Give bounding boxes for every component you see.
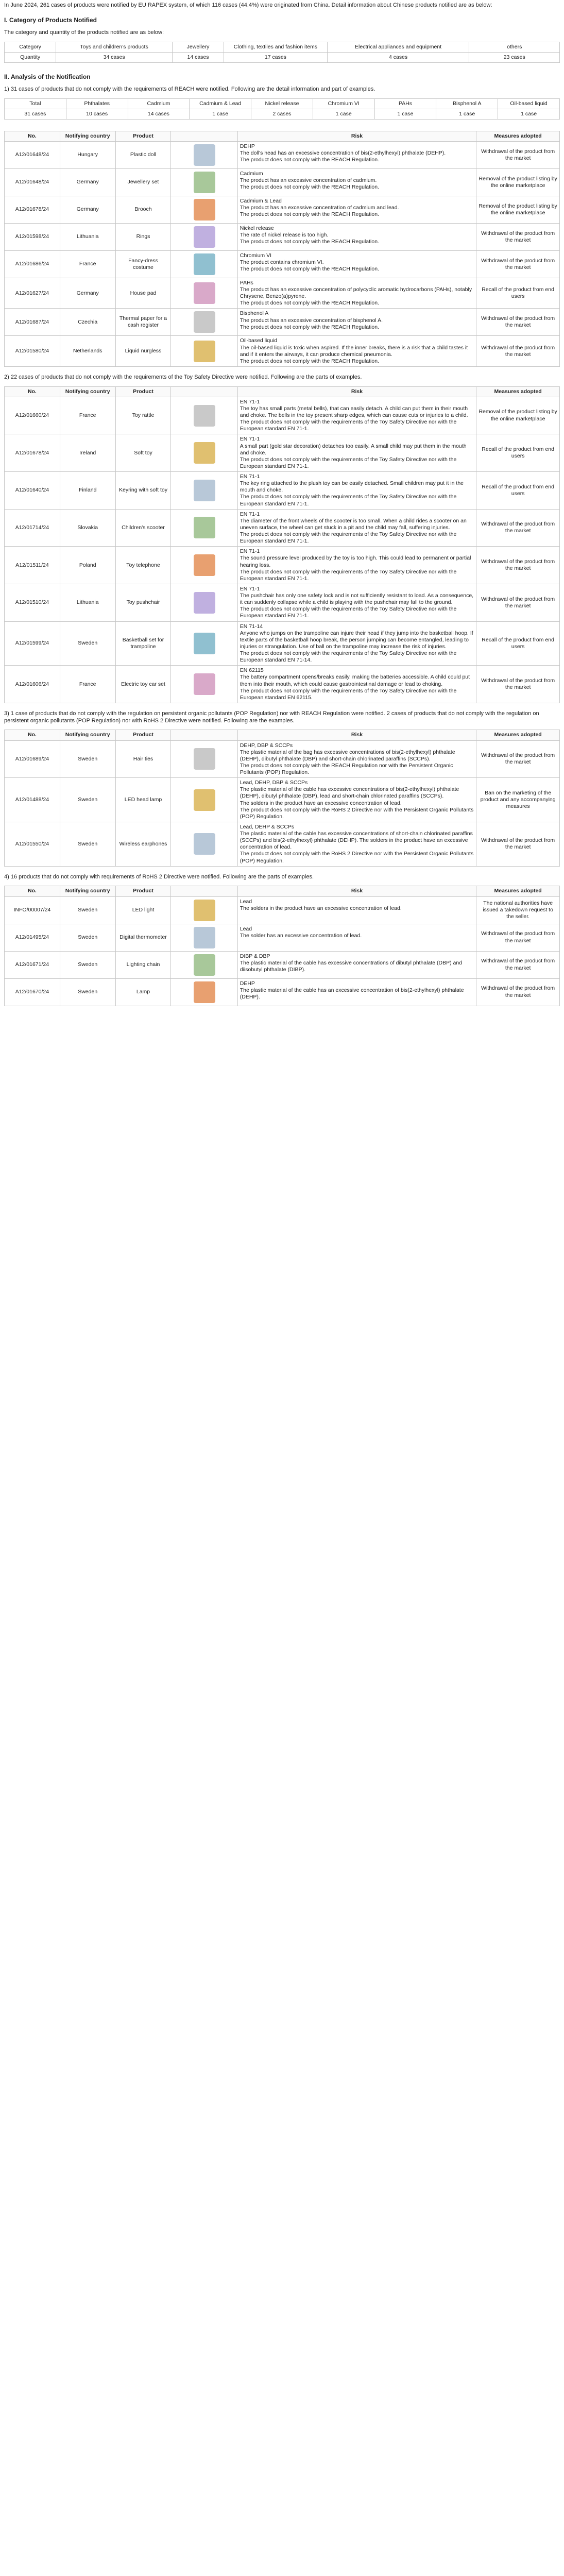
section1-text: The category and quantity of the products notified are as below: <box>4 29 164 36</box>
product-name: Children's scooter <box>115 509 171 547</box>
product-image <box>171 778 237 822</box>
row-label: Quantity <box>5 52 56 62</box>
sum-value: 10 cases <box>66 109 128 119</box>
col-header-no: No. <box>5 730 60 740</box>
measure-adopted: Withdrawal of the product from the market <box>476 336 560 367</box>
table-row <box>5 547 560 584</box>
case-number: A12/01598/24 <box>5 223 60 250</box>
product-photo-icon <box>194 253 215 275</box>
product-name: Keyring with soft toy <box>115 472 171 510</box>
measure-adopted: Withdrawal of the product from the market <box>476 951 560 978</box>
notifying-country: Sweden <box>60 978 115 1006</box>
product-photo-icon <box>194 480 215 501</box>
case-number: A12/01488/24 <box>5 778 60 822</box>
col-header-no: No. <box>5 386 60 397</box>
notifying-country: Sweden <box>60 924 115 951</box>
table-row <box>5 896 560 924</box>
case-number: A12/01670/24 <box>5 978 60 1006</box>
product-photo-icon <box>194 442 215 464</box>
product-photo-icon <box>194 981 215 1003</box>
col-header-image <box>171 386 237 397</box>
notifying-country: Netherlands <box>60 336 115 367</box>
report <box>0 0 564 1006</box>
product-photo-icon <box>194 900 215 921</box>
product-photo-icon <box>194 172 215 193</box>
sum-value: 1 case <box>498 109 560 119</box>
risk-description: EN 71-1 A small part (gold star decoration) detaches too easily. A small child may put them in the mouth and choke. The product does not comply with the requirements of the Toy Safety Directive nor with the European standard EN 71-1. <box>237 434 476 472</box>
case-number: A12/01495/24 <box>5 924 60 951</box>
product-name: Plastic doll <box>115 141 171 168</box>
product-photo-icon <box>194 789 215 811</box>
col-header-risk: Risk <box>237 886 476 896</box>
product-image <box>171 740 237 778</box>
product-name: Liquid nurgless <box>115 336 171 367</box>
product-photo-icon <box>194 954 215 976</box>
pop-cases-table <box>4 730 560 866</box>
product-name: LED head lamp <box>115 778 171 822</box>
case-number: A12/01648/24 <box>5 141 60 168</box>
table-row <box>5 434 560 472</box>
product-image <box>171 250 237 278</box>
col-header-measure: Measures adopted <box>476 131 560 141</box>
col-header-no: No. <box>5 131 60 141</box>
section2-text2: 2) 22 cases of products that do not comply with the requirements of the Toy Safety Directive were notified. Following are the parts of examples. <box>4 374 362 380</box>
notifying-country: Slovakia <box>60 509 115 547</box>
sum-header: Bisphenol A <box>436 98 498 109</box>
product-photo-icon <box>194 927 215 948</box>
risk-description: DEHP The plastic material of the cable has an excessive concentration of bis(2-ethylhexyl) phthalate (DEHP). <box>237 978 476 1006</box>
measure-adopted: Withdrawal of the product from the market <box>476 141 560 168</box>
table-row <box>5 666 560 703</box>
notifying-country: Lithuania <box>60 584 115 621</box>
product-image <box>171 509 237 547</box>
measure-adopted: Withdrawal of the product from the market <box>476 223 560 250</box>
product-image <box>171 141 237 168</box>
product-name: Digital thermometer <box>115 924 171 951</box>
cat-value: 4 cases <box>327 52 469 62</box>
product-name: Thermal paper for a cash register <box>115 309 171 336</box>
cat-header: Clothing, textiles and fashion items <box>224 42 328 52</box>
table-row <box>5 223 560 250</box>
measure-adopted: Withdrawal of the product from the market <box>476 309 560 336</box>
case-number: A12/01627/24 <box>5 278 60 309</box>
col-header-product: Product <box>115 730 171 740</box>
risk-description: Lead, DEHP, DBP & SCCPs The plastic material of the cable has excessive concentrations of bis(2-ethylhexyl) phthalate (DEHP), dibutyl phthalate (DBP), lead and short-chain chlorinated paraffins (SCCPs). The solders in the product have an excessive concentration of lead. The product does not comply with the RoHS 2 Directive nor with the Persistent Organic Pollutants (POP) Regulation. <box>237 778 476 822</box>
product-photo-icon <box>194 199 215 221</box>
cat-header: Category <box>5 42 56 52</box>
col-header-measure: Measures adopted <box>476 730 560 740</box>
notifying-country: France <box>60 666 115 703</box>
product-name: Jewellery set <box>115 168 171 196</box>
sum-value: 1 case <box>190 109 251 119</box>
product-name: Brooch <box>115 196 171 223</box>
table-row <box>5 250 560 278</box>
notifying-country: Germany <box>60 196 115 223</box>
reach-cases-table <box>4 131 560 367</box>
risk-description: PAHs The product has an excessive concentration of polycyclic aromatic hydrocarbons (PAHs), notably Chrysene, Benzo(a)pyrene. The product does not comply with the REACH Regulation. <box>237 278 476 309</box>
measure-adopted: Removal of the product listing by the online marketplace <box>476 168 560 196</box>
product-name: Lighting chain <box>115 951 171 978</box>
measure-adopted: The national authorities have issued a takedown request to the seller. <box>476 896 560 924</box>
sum-header: Nickel release <box>251 98 313 109</box>
cat-header: Toys and children’s products <box>56 42 173 52</box>
notifying-country: Germany <box>60 278 115 309</box>
product-name: Electric toy car set <box>115 666 171 703</box>
product-photo-icon <box>194 144 215 166</box>
col-header-image <box>171 886 237 896</box>
sum-header: PAHs <box>374 98 436 109</box>
risk-description: Oil-based liquid The oil-based liquid is toxic when aspired. If the inner breaks, there is a risk that a child tastes it and if it enters the airways, it can produce chemical pneumonia. The product does not comply with the REACH Regulation. <box>237 336 476 367</box>
measure-adopted: Ban on the marketing of the product and any accompanying measures <box>476 778 560 822</box>
product-photo-icon <box>194 673 215 695</box>
table-row <box>5 584 560 621</box>
risk-description: Lead The solder has an excessive concentration of lead. <box>237 924 476 951</box>
sum-value: 31 cases <box>5 109 66 119</box>
table-row <box>5 924 560 951</box>
sum-value: 14 cases <box>128 109 190 119</box>
product-image <box>171 978 237 1006</box>
product-name: Soft toy <box>115 434 171 472</box>
case-number: A12/01671/24 <box>5 951 60 978</box>
notifying-country: Sweden <box>60 896 115 924</box>
cat-header: Jewellery <box>172 42 224 52</box>
risk-description: DIBP & DBP The plastic material of the cable has excessive concentrations of dibutyl phthalate (DBP) and diisobutyl phthalate (DIBP). <box>237 951 476 978</box>
sum-header: Cadmium & Lead <box>190 98 251 109</box>
notifying-country: Poland <box>60 547 115 584</box>
notifying-country: France <box>60 397 115 434</box>
product-image <box>171 924 237 951</box>
table-row <box>5 472 560 510</box>
risk-description: Lead The solders in the product have an excessive concentration of lead. <box>237 896 476 924</box>
table-row <box>5 951 560 978</box>
col-header-risk: Risk <box>237 730 476 740</box>
col-header-product: Product <box>115 131 171 141</box>
col-header-country: Notifying country <box>60 386 115 397</box>
notifying-country: Czechia <box>60 309 115 336</box>
risk-description: Bisphenol A The product has an excessive concentration of bisphenol A. The product does not comply with the REACH Regulation. <box>237 309 476 336</box>
cat-value: 17 cases <box>224 52 328 62</box>
product-photo-icon <box>194 592 215 614</box>
risk-description: Nickel release The rate of nickel release is too high. The product does not comply with the REACH Regulation. <box>237 223 476 250</box>
sum-value: 1 case <box>374 109 436 119</box>
product-image <box>171 278 237 309</box>
product-image <box>171 309 237 336</box>
product-image <box>171 584 237 621</box>
product-name: Rings <box>115 223 171 250</box>
table-row <box>5 509 560 547</box>
product-image <box>171 196 237 223</box>
col-header-country: Notifying country <box>60 886 115 896</box>
risk-description: Cadmium & Lead The product has an excessive concentration of cadmium and lead. The product does not comply with the REACH Regulation. <box>237 196 476 223</box>
product-image <box>171 223 237 250</box>
product-image <box>171 822 237 866</box>
notifying-country: Sweden <box>60 621 115 666</box>
section1-title: I. Category of Products Notified <box>4 16 97 24</box>
table-row <box>5 778 560 822</box>
rohs-cases-table <box>4 886 560 1006</box>
sum-header: Oil-based liquid <box>498 98 560 109</box>
product-name: Toy pushchair <box>115 584 171 621</box>
product-name: Wireless earphones <box>115 822 171 866</box>
case-number: A12/01689/24 <box>5 740 60 778</box>
case-number: A12/01580/24 <box>5 336 60 367</box>
risk-description: DEHP, DBP & SCCPs The plastic material of the bag has excessive concentrations of bis(2-ethylhexyl) phthalate (DEHP), dibutyl phthalate (DBP) and short-chain chlorinated paraffins (SCCPs). The product does not comply with the REACH Regulation nor with the Persistent Organic Pollutants (POP) Regulation. <box>237 740 476 778</box>
intro-text: In June 2024, 261 cases of products were notified by EU RAPEX system, of which 116 cases (44.4%) were originated from China. Detail information about Chinese products notified are as below: <box>4 2 492 8</box>
risk-description: EN 71-1 The pushchair has only one safety lock and is not sufficiently resistant to load. As a consequence, it can suddenly collapse while a child is playing with the pushchair may fall to the ground. The product does not comply with the requirements of the Toy Safety Directive nor with the European standard EN 71-1. <box>237 584 476 621</box>
notifying-country: Sweden <box>60 822 115 866</box>
case-number: A12/01660/24 <box>5 397 60 434</box>
product-image <box>171 547 237 584</box>
product-name: Toy rattle <box>115 397 171 434</box>
case-number: A12/01550/24 <box>5 822 60 866</box>
product-image <box>171 621 237 666</box>
measure-adopted: Withdrawal of the product from the market <box>476 250 560 278</box>
measure-adopted: Recall of the product from end users <box>476 621 560 666</box>
product-image <box>171 397 237 434</box>
risk-description: EN 71-1 The sound pressure level produced by the toy is too high. This could lead to permanent or partial hearing loss. The product does not comply with the requirements of the Toy Safety Directive nor with the European standard EN 71-1. <box>237 547 476 584</box>
table-row <box>5 740 560 778</box>
col-header-country: Notifying country <box>60 730 115 740</box>
product-photo-icon <box>194 311 215 333</box>
risk-description: Chromium VI The product contains chromium VI. The product does not comply with the REACH Regulation. <box>237 250 476 278</box>
measure-adopted: Withdrawal of the product from the market <box>476 584 560 621</box>
category-table <box>4 42 560 63</box>
measure-adopted: Withdrawal of the product from the market <box>476 509 560 547</box>
measure-adopted: Withdrawal of the product from the market <box>476 547 560 584</box>
case-number: A12/01687/24 <box>5 309 60 336</box>
col-header-no: No. <box>5 886 60 896</box>
sum-header: Total <box>5 98 66 109</box>
product-photo-icon <box>194 226 215 248</box>
product-photo-icon <box>194 833 215 855</box>
risk-description: EN 62115 The battery compartment opens/breaks easily, making the batteries accessible. A child could put them into their mouth, which could cause gastrointestinal damage or lead to choking. The product does not comply with the requirements of the Toy Safety Directive nor with the European standard EN 62115. <box>237 666 476 703</box>
product-image <box>171 168 237 196</box>
table-row <box>5 336 560 367</box>
sum-header: Chromium VI <box>313 98 374 109</box>
case-number: A12/01511/24 <box>5 547 60 584</box>
product-image <box>171 896 237 924</box>
product-photo-icon <box>194 748 215 770</box>
notifying-country: France <box>60 250 115 278</box>
table-row <box>5 309 560 336</box>
measure-adopted: Recall of the product from end users <box>476 278 560 309</box>
product-image <box>171 666 237 703</box>
sum-header: Cadmium <box>128 98 190 109</box>
table-row <box>5 978 560 1006</box>
risk-description: EN 71-1 The toy has small parts (metal bells), that can easily detach. A child can put them in their mouth and choke. The bells in the toy present sharp edges, which can cause cuts or injuries to a child. The product does not comply with the requirements of the Toy Safety Directive nor with the European standard EN 71-1. <box>237 397 476 434</box>
section2-title: II. Analysis of the Notification <box>4 73 91 80</box>
case-number: A12/01678/24 <box>5 196 60 223</box>
measure-adopted: Removal of the product listing by the online marketplace <box>476 196 560 223</box>
notifying-country: Lithuania <box>60 223 115 250</box>
table-row <box>5 141 560 168</box>
risk-description: EN 71-1 The diameter of the front wheels of the scooter is too small. When a child rides a scooter on an uneven surface, the wheel can get stuck in a pit and the child may fall, suffering injuries. The product does not comply with the requirements of the Toy Safety Directive nor with the European standard EN 71-1. <box>237 509 476 547</box>
cat-header: Electrical appliances and equipment <box>327 42 469 52</box>
notifying-country: Sweden <box>60 778 115 822</box>
cat-value: 34 cases <box>56 52 173 62</box>
notifying-country: Finland <box>60 472 115 510</box>
sum-value: 1 case <box>313 109 374 119</box>
section2-text4: 4) 16 products that do not comply with requirements of RoHS 2 Directive were notified. Following are the parts of examples. <box>4 873 314 880</box>
case-number: A12/01510/24 <box>5 584 60 621</box>
measure-adopted: Withdrawal of the product from the market <box>476 822 560 866</box>
case-number: A12/01678/24 <box>5 434 60 472</box>
col-header-risk: Risk <box>237 386 476 397</box>
risk-description: Cadmium The product has an excessive concentration of cadmium. The product does not comply with the REACH Regulation. <box>237 168 476 196</box>
risk-description: EN 71-1 The key ring attached to the plush toy can be easily detached. Small children may put it in the mouth and choke. The product does not comply with the requirements of the Toy Safety Directive nor with the European standard EN 71-1. <box>237 472 476 510</box>
col-header-product: Product <box>115 386 171 397</box>
measure-adopted: Withdrawal of the product from the market <box>476 740 560 778</box>
measure-adopted: Recall of the product from end users <box>476 434 560 472</box>
product-name: Basketball set for trampoline <box>115 621 171 666</box>
section2-text1: 1) 31 cases of products that do not comply with the requirements of REACH were notified. Following are the detail information and part of examples. <box>4 86 375 92</box>
product-name: Lamp <box>115 978 171 1006</box>
product-photo-icon <box>194 405 215 427</box>
notifying-country: Ireland <box>60 434 115 472</box>
col-header-image <box>171 730 237 740</box>
table-row <box>5 196 560 223</box>
product-photo-icon <box>194 341 215 362</box>
col-header-risk: Risk <box>237 131 476 141</box>
sum-value: 1 case <box>436 109 498 119</box>
case-number: A12/01606/24 <box>5 666 60 703</box>
toy-cases-table <box>4 386 560 703</box>
risk-description: Lead, DEHP & SCCPs The plastic material of the cable has excessive concentrations of short-chain chlorinated paraffins (SCCPs) and bis(2-ethylhexyl) phthalate (DEHP). The solders in the product have an excessive concentration of lead. The product does not comply with the RoHS 2 Directive nor with the Persistent Organic Pollutants (POP) Regulation. <box>237 822 476 866</box>
product-photo-icon <box>194 517 215 538</box>
measure-adopted: Withdrawal of the product from the market <box>476 666 560 703</box>
cat-value: 14 cases <box>172 52 224 62</box>
col-header-measure: Measures adopted <box>476 886 560 896</box>
case-number: A12/01599/24 <box>5 621 60 666</box>
col-header-measure: Measures adopted <box>476 386 560 397</box>
reach-summary-table <box>4 98 560 120</box>
product-name: Fancy-dress costume <box>115 250 171 278</box>
col-header-country: Notifying country <box>60 131 115 141</box>
product-image <box>171 336 237 367</box>
cat-value: 23 cases <box>469 52 560 62</box>
sum-header: Phthalates <box>66 98 128 109</box>
table-row <box>5 822 560 866</box>
product-name: Hair ties <box>115 740 171 778</box>
notifying-country: Sweden <box>60 951 115 978</box>
case-number: A12/01686/24 <box>5 250 60 278</box>
product-name: Toy telephone <box>115 547 171 584</box>
product-image <box>171 434 237 472</box>
table-row <box>5 621 560 666</box>
product-photo-icon <box>194 282 215 304</box>
case-number: A12/01714/24 <box>5 509 60 547</box>
cat-header: others <box>469 42 560 52</box>
product-name: House pad <box>115 278 171 309</box>
table-row <box>5 168 560 196</box>
sum-value: 2 cases <box>251 109 313 119</box>
notifying-country: Hungary <box>60 141 115 168</box>
table-row <box>5 397 560 434</box>
product-image <box>171 472 237 510</box>
risk-description: DEHP The doll's head has an excessive concentration of bis(2-ethylhexyl) phthalate (DEHP). The product does not comply with the REACH Regulation. <box>237 141 476 168</box>
product-name: LED light <box>115 896 171 924</box>
product-image <box>171 951 237 978</box>
col-header-image <box>171 131 237 141</box>
measure-adopted: Recall of the product from end users <box>476 472 560 510</box>
product-photo-icon <box>194 554 215 576</box>
measure-adopted: Withdrawal of the product from the market <box>476 924 560 951</box>
table-row <box>5 278 560 309</box>
col-header-product: Product <box>115 886 171 896</box>
measure-adopted: Removal of the product listing by the online marketplace <box>476 397 560 434</box>
case-number: INFO/00007/24 <box>5 896 60 924</box>
measure-adopted: Withdrawal of the product from the market <box>476 978 560 1006</box>
risk-description: EN 71-14 Anyone who jumps on the trampoline can injure their head if they jump into the basketball hoop. If textile parts of the basketball hoop break, the person jumping can become entangled, leading to injuries or strangulation. Use of ball on the trampoline may increase the risk of injuries. The product does not comply with the requirements of the Toy Safety Directive nor with the European standard EN 71-14. <box>237 621 476 666</box>
case-number: A12/01640/24 <box>5 472 60 510</box>
case-number: A12/01648/24 <box>5 168 60 196</box>
notifying-country: Germany <box>60 168 115 196</box>
product-photo-icon <box>194 633 215 654</box>
section2-text3: 3) 1 case of products that do not comply with the regulation on persistent organic pollutants (POP Regulation) nor with REACH Regulation were notified. 2 cases of products that do not comply with the regulation on persistent organic pollutants (POP Regulation) nor with RoHS 2 Directive were notified. Following are the examples. <box>4 710 539 724</box>
notifying-country: Sweden <box>60 740 115 778</box>
